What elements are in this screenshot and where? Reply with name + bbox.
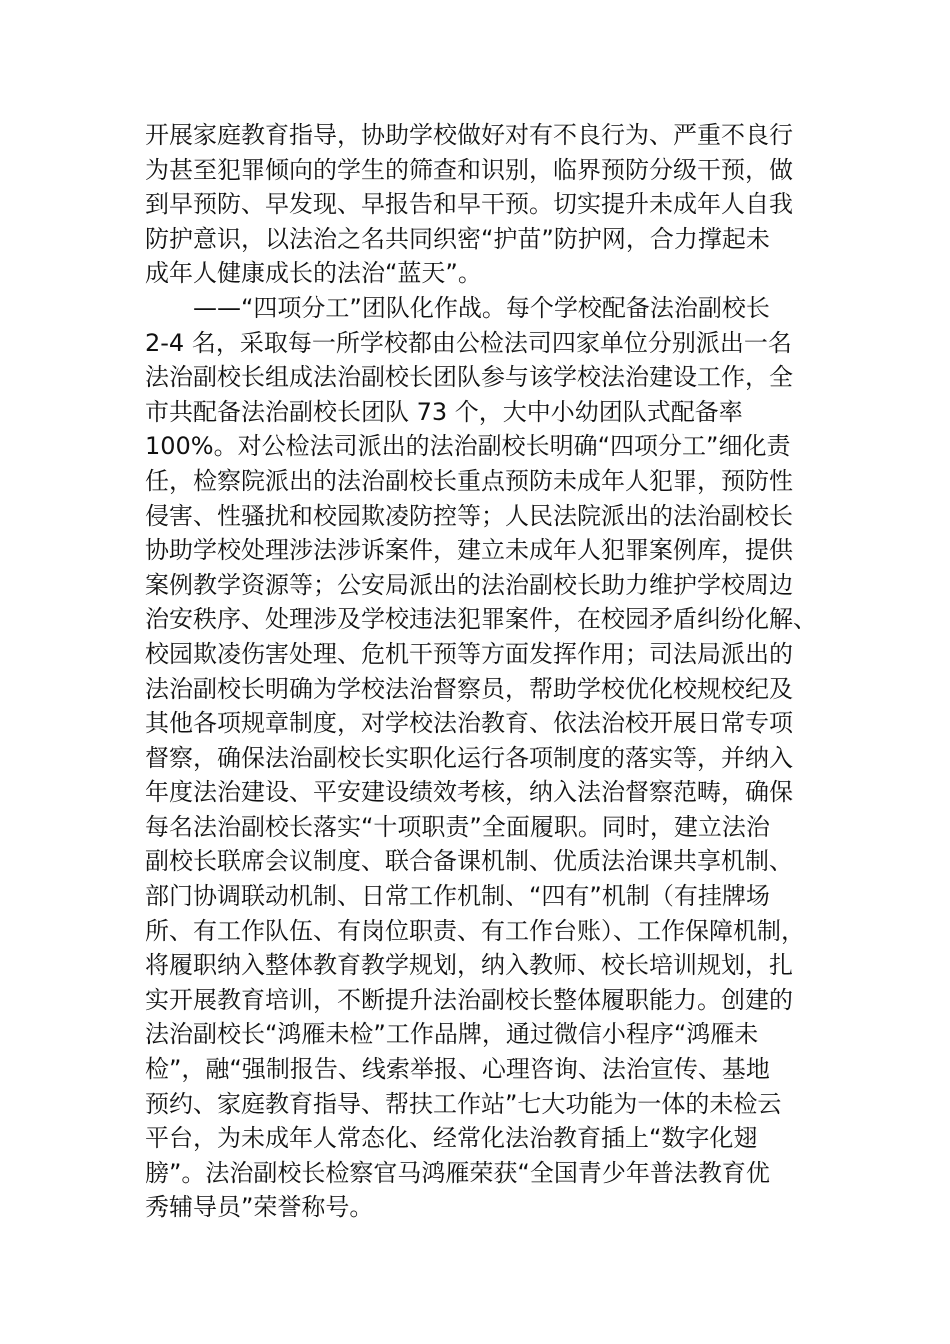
text-line: 预约、家庭教育指导、帮扶工作站”七大功能为一体的未检云 bbox=[145, 1089, 782, 1118]
text-line: 膀”。法治副校长检察官马鸿雁荣获“全国青少年普法教育优 bbox=[145, 1158, 770, 1187]
text-line: 每名法治副校长落实“十项职责”全面履职。同时，建立法治 bbox=[145, 812, 770, 841]
text-line: 部门协调联动机制、日常工作机制、“四有”机制（有挂牌场 bbox=[145, 882, 770, 911]
text-line: 年度法治建设、平安建设绩效考核，纳入法治督察范畴，确保 bbox=[145, 778, 793, 807]
text-line: 法治副校长明确为学校法治督察员，帮助学校优化校规校纪及 bbox=[145, 674, 793, 703]
text-line: 所、有工作队伍、有岗位职责、有工作台账）、工作保障机制， bbox=[145, 916, 805, 945]
text-line: 侵害、性骚扰和校园欺凌防控等；人民法院派出的法治副校长 bbox=[145, 501, 793, 530]
text-line: 秀辅导员”荣誉称号。 bbox=[145, 1193, 374, 1222]
text-line: 100%。对公检法司派出的法治副校长明确“四项分工”细化责 bbox=[145, 432, 791, 461]
text-line: 2-4 名，采取每一所学校都由公检法司四家单位分别派出一名 bbox=[145, 328, 792, 357]
text-line: 法治副校长“鸿雁未检”工作品牌，通过微信小程序“鸿雁未 bbox=[145, 1020, 759, 1049]
text-line: 实开展教育培训，不断提升法治副校长整体履职能力。创建的 bbox=[145, 985, 793, 1014]
text-line: 检”，融“强制报告、线索举报、心理咨询、法治宣传、基地 bbox=[145, 1055, 770, 1084]
body-text bbox=[145, 118, 825, 1225]
text-line: 市共配备法治副校长团队 73 个，大中小幼团队式配备率 bbox=[145, 397, 743, 426]
text-line: 到早预防、早发现、早报告和早干预。切实提升未成年人自我 bbox=[145, 190, 793, 219]
text-line: 成年人健康成长的法治“蓝天”。 bbox=[145, 259, 482, 288]
text-line: 法治副校长组成法治副校长团队参与该学校法治建设工作，全 bbox=[145, 363, 793, 392]
text-line: 任，检察院派出的法治副校长重点预防未成年人犯罪，预防性 bbox=[145, 466, 793, 495]
text-line: 校园欺凌伤害处理、危机干预等方面发挥作用；司法局派出的 bbox=[145, 639, 793, 668]
text-line: 督察，确保法治副校长实职化运行各项制度的落实等，并纳入 bbox=[145, 743, 793, 772]
text-line: 协助学校处理涉法涉诉案件，建立未成年人犯罪案例库，提供 bbox=[145, 536, 793, 565]
text-line: 副校长联席会议制度、联合备课机制、优质法治课共享机制、 bbox=[145, 847, 793, 876]
text-line: 开展家庭教育指导，协助学校做好对有不良行为、严重不良行 bbox=[145, 121, 793, 149]
text-line: 为甚至犯罪倾向的学生的筛查和识别，临界预防分级干预，做 bbox=[145, 155, 793, 184]
text-line: 治安秩序、处理涉及学校违法犯罪案件，在校园矛盾纠纷化解、 bbox=[145, 605, 817, 634]
text-line: 将履职纳入整体教育教学规划，纳入教师、校长培训规划，扎 bbox=[145, 951, 793, 980]
text-line: 防护意识，以法治之名共同织密“护苗”防护网，合力撑起未 bbox=[145, 224, 770, 253]
text-line: 案例教学资源等；公安局派出的法治副校长助力维护学校周边 bbox=[145, 570, 793, 599]
paragraph-start-line: ——“四项分工”团队化作战。每个学校配备法治副校长 bbox=[193, 293, 770, 322]
text-line: 其他各项规章制度，对学校法治教育、依法治校开展日常专项 bbox=[145, 709, 793, 738]
text-line: 平台，为未成年人常态化、经常化法治教育插上“数字化翅 bbox=[145, 1124, 758, 1153]
